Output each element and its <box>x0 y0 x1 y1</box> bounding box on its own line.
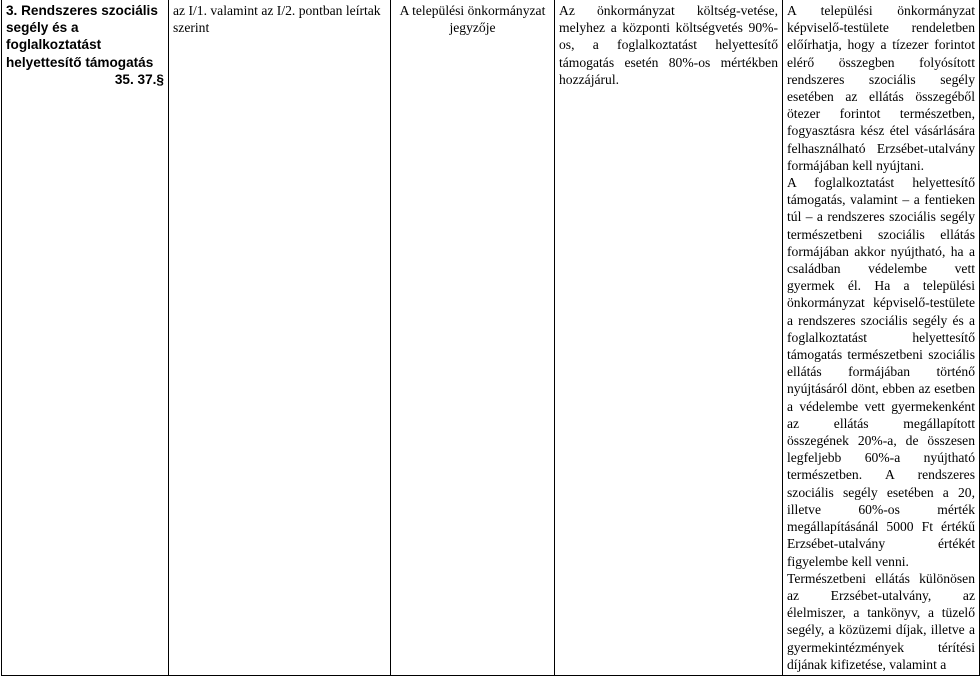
notes-paragraph-1: A települési önkormányzat képviselő-testülete rendeletben előírhatja, hogy a tízezer forintot elérő összegben folyósított rendszeres szociális segély esetében az ellátás összegéből ötezer forintot természetben, fogyasztásra kész étel vásárlására felhasználható Erzsébet-utalvány formájában kell nyújtani. <box>787 3 975 173</box>
notes-paragraph-2: A foglalkoztatást helyettesítő támogatás, valamint – a fentieken túl – a rendszeres szociális segély természetbeni szociális ellátás formájában akkor nyújtható, ha a családban védelembe vett gyermek él. Ha a települési önkormányzat képviselő-testülete a rendszeres szociális segély és a foglalkoztatást helyettesítő támogatás természetbeni szociális ellátás formájában történő nyújtásáról dönt, ebben az esetben a védelembe vett gyermekenként az ellátás megállapított összegének 20%-a, de összesen legfeljebb 60%-a nyújtható természetben. A rendszeres szociális segély esetében a 20, illetve 60%-os mérték megállapításánál 5000 Ft értékű Erzsébet-utalvány értékét figyelembe kell venni. <box>787 175 975 569</box>
notes-paragraph-3: Természetbeni ellátás különösen az Erzsébet-utalvány, az élelmiszer, a tankönyv, a tüzelő segély, a közüzemi díjak, illetve a gyermekintézmények térítési díjának kifizetése, valamint a <box>787 570 975 672</box>
authority-cell: A települési önkormányzat jegyzője <box>391 0 555 675</box>
table-row <box>2 0 980 675</box>
notes-cell <box>783 0 980 675</box>
benefit-name-cell <box>2 0 169 675</box>
legal-table <box>1 0 980 676</box>
benefit-title: 3. Rendszeres szociális segély és a foglalkoztatást helyettesítő támogatás <box>6 3 158 70</box>
funding-text: Az önkormányzat költség-vetése, melyhez a központi költségvetés 90%-os, a foglalkoztatást helyettesítő támogatás esetén 80%-os mértékben hozzájárul. <box>559 3 778 87</box>
eligibility-cell: az I/1. valamint az I/2. pontban leírtak szerint <box>169 0 391 675</box>
funding-cell <box>555 0 783 675</box>
legal-reference: 35. 37.§ <box>114 71 164 87</box>
